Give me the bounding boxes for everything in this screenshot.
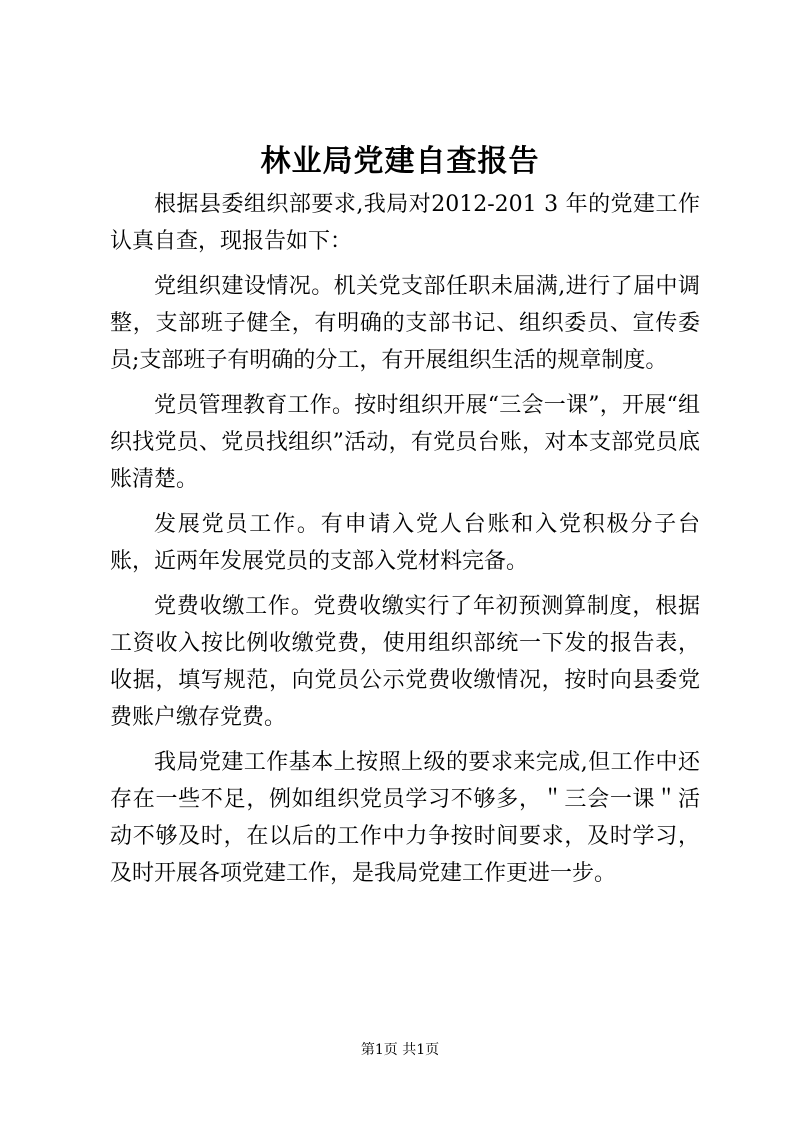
- paragraph-organization: 党组织建设情况。机关党支部任职未届满,进行了届中调整，支部班子健全，有明确的支部书记、组织委员、宣传委员;支部班子有明确的分工，有开展组织生活的规章制度。: [110, 274, 700, 373]
- paragraph-member-development: 发展党员工作。有申请入党人台账和入党积极分子台账，近两年发展党员的支部入党材料完备。: [110, 512, 700, 574]
- page-number-footer: 第1页 共1页: [360, 1042, 440, 1058]
- document-title: 林业局党建自查报告: [260, 144, 540, 179]
- document-body: [110, 186, 700, 900]
- paragraph-member-education: 党员管理教育工作。按时组织开展“三会一课”，开展“组织找党员、党员找组织”活动，有党员台账，对本支部党员底账清楚。: [110, 393, 700, 492]
- paragraph-conclusion: 我局党建工作基本上按照上级的要求来完成,但工作中还存在一些不足，例如组织党员学习不够多，＂三会一课＂活动不够及时，在以后的工作中力争按时间要求，及时学习，及时开展各项党建工作，是我局党建工作更进一步。: [110, 750, 700, 886]
- paragraph-party-dues: 党费收缴工作。党费收缴实行了年初预测算制度，根据工资收入按比例收缴党费，使用组织部统一下发的报告表，收据，填写规范，向党员公示党费收缴情况，按时向县委党费账户缴存党费。: [110, 594, 700, 730]
- paragraph-intro: 根据县委组织部要求,我局对2012-201 3 年的党建工作认真自查，现报告如下：: [110, 192, 700, 254]
